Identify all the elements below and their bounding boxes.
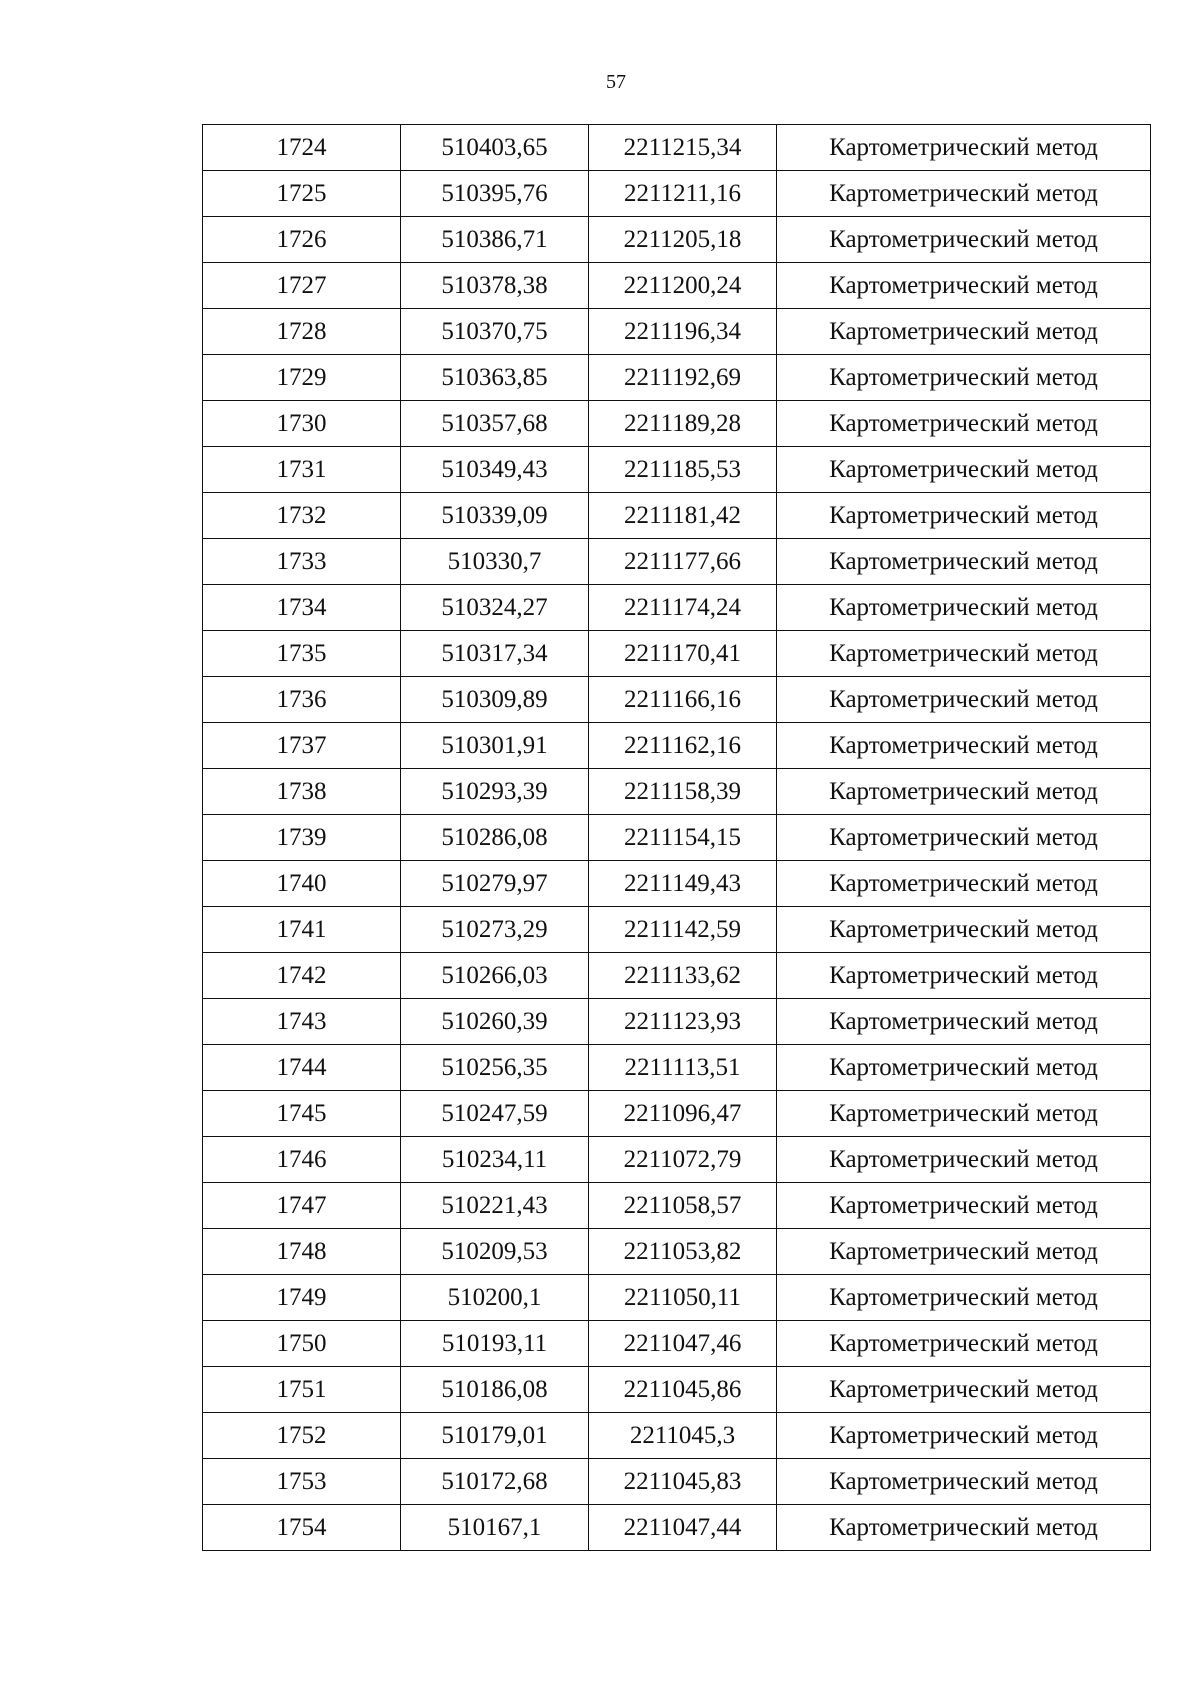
point-number-cell: 1754 — [203, 1505, 401, 1551]
table-row — [203, 1367, 1151, 1413]
y-coordinate-cell: 2211205,18 — [589, 217, 777, 263]
point-number-cell: 1750 — [203, 1321, 401, 1367]
method-cell: Картометрический метод — [777, 309, 1151, 355]
method-cell: Картометрический метод — [777, 907, 1151, 953]
point-number-cell: 1753 — [203, 1459, 401, 1505]
y-coordinate-cell: 2211113,51 — [589, 1045, 777, 1091]
method-cell: Картометрический метод — [777, 217, 1151, 263]
y-coordinate-cell: 2211123,93 — [589, 999, 777, 1045]
x-coordinate-cell: 510209,53 — [401, 1229, 589, 1275]
table-row — [203, 999, 1151, 1045]
table-row — [203, 171, 1151, 217]
x-coordinate-cell: 510256,35 — [401, 1045, 589, 1091]
y-coordinate-cell: 2211181,42 — [589, 493, 777, 539]
point-number-cell: 1746 — [203, 1137, 401, 1183]
method-cell: Картометрический метод — [777, 447, 1151, 493]
point-number-cell: 1737 — [203, 723, 401, 769]
x-coordinate-cell: 510301,91 — [401, 723, 589, 769]
x-coordinate-cell: 510234,11 — [401, 1137, 589, 1183]
table-row — [203, 1459, 1151, 1505]
table-row — [203, 1091, 1151, 1137]
point-number-cell: 1751 — [203, 1367, 401, 1413]
x-coordinate-cell: 510378,38 — [401, 263, 589, 309]
method-cell: Картометрический метод — [777, 493, 1151, 539]
table-row — [203, 723, 1151, 769]
table-row — [203, 585, 1151, 631]
method-cell: Картометрический метод — [777, 1413, 1151, 1459]
point-number-cell: 1739 — [203, 815, 401, 861]
x-coordinate-cell: 510386,71 — [401, 217, 589, 263]
y-coordinate-cell: 2211215,34 — [589, 125, 777, 171]
method-cell: Картометрический метод — [777, 631, 1151, 677]
point-number-cell: 1744 — [203, 1045, 401, 1091]
method-cell: Картометрический метод — [777, 1321, 1151, 1367]
point-number-cell: 1743 — [203, 999, 401, 1045]
point-number-cell: 1732 — [203, 493, 401, 539]
method-cell: Картометрический метод — [777, 539, 1151, 585]
method-cell: Картометрический метод — [777, 1137, 1151, 1183]
table-row — [203, 1413, 1151, 1459]
y-coordinate-cell: 2211192,69 — [589, 355, 777, 401]
method-cell: Картометрический метод — [777, 815, 1151, 861]
table-row — [203, 631, 1151, 677]
y-coordinate-cell: 2211096,47 — [589, 1091, 777, 1137]
point-number-cell: 1727 — [203, 263, 401, 309]
method-cell: Картометрический метод — [777, 1367, 1151, 1413]
x-coordinate-cell: 510370,75 — [401, 309, 589, 355]
method-cell: Картометрический метод — [777, 125, 1151, 171]
table-row — [203, 263, 1151, 309]
method-cell: Картометрический метод — [777, 1505, 1151, 1551]
method-cell: Картометрический метод — [777, 1091, 1151, 1137]
x-coordinate-cell: 510403,65 — [401, 125, 589, 171]
table-row — [203, 1137, 1151, 1183]
table-row — [203, 1183, 1151, 1229]
x-coordinate-cell: 510363,85 — [401, 355, 589, 401]
point-number-cell: 1735 — [203, 631, 401, 677]
y-coordinate-cell: 2211189,28 — [589, 401, 777, 447]
point-number-cell: 1741 — [203, 907, 401, 953]
y-coordinate-cell: 2211166,16 — [589, 677, 777, 723]
table-row — [203, 907, 1151, 953]
table-row — [203, 1321, 1151, 1367]
method-cell: Картометрический метод — [777, 999, 1151, 1045]
point-number-cell: 1726 — [203, 217, 401, 263]
y-coordinate-cell: 2211158,39 — [589, 769, 777, 815]
point-number-cell: 1734 — [203, 585, 401, 631]
point-number-cell: 1733 — [203, 539, 401, 585]
y-coordinate-cell: 2211174,24 — [589, 585, 777, 631]
x-coordinate-cell: 510273,29 — [401, 907, 589, 953]
method-cell: Картометрический метод — [777, 1229, 1151, 1275]
y-coordinate-cell: 2211072,79 — [589, 1137, 777, 1183]
y-coordinate-cell: 2211154,15 — [589, 815, 777, 861]
y-coordinate-cell: 2211133,62 — [589, 953, 777, 999]
x-coordinate-cell: 510349,43 — [401, 447, 589, 493]
coordinates-table — [202, 124, 1151, 1551]
x-coordinate-cell: 510172,68 — [401, 1459, 589, 1505]
x-coordinate-cell: 510395,76 — [401, 171, 589, 217]
y-coordinate-cell: 2211200,24 — [589, 263, 777, 309]
y-coordinate-cell: 2211050,11 — [589, 1275, 777, 1321]
method-cell: Картометрический метод — [777, 1459, 1151, 1505]
table-row — [203, 401, 1151, 447]
method-cell: Картометрический метод — [777, 677, 1151, 723]
x-coordinate-cell: 510339,09 — [401, 493, 589, 539]
x-coordinate-cell: 510266,03 — [401, 953, 589, 999]
x-coordinate-cell: 510186,08 — [401, 1367, 589, 1413]
x-coordinate-cell: 510357,68 — [401, 401, 589, 447]
method-cell: Картометрический метод — [777, 585, 1151, 631]
method-cell: Картометрический метод — [777, 1045, 1151, 1091]
point-number-cell: 1747 — [203, 1183, 401, 1229]
x-coordinate-cell: 510309,89 — [401, 677, 589, 723]
y-coordinate-cell: 2211170,41 — [589, 631, 777, 677]
page-number: 57 — [606, 71, 626, 93]
method-cell: Картометрический метод — [777, 1183, 1151, 1229]
y-coordinate-cell: 2211047,46 — [589, 1321, 777, 1367]
table-row — [203, 309, 1151, 355]
table-row — [203, 539, 1151, 585]
table-row — [203, 217, 1151, 263]
method-cell: Картометрический метод — [777, 1275, 1151, 1321]
table-row — [203, 493, 1151, 539]
table-row — [203, 355, 1151, 401]
table-row — [203, 953, 1151, 999]
table-row — [203, 861, 1151, 907]
y-coordinate-cell: 2211058,57 — [589, 1183, 777, 1229]
x-coordinate-cell: 510167,1 — [401, 1505, 589, 1551]
y-coordinate-cell: 2211142,59 — [589, 907, 777, 953]
y-coordinate-cell: 2211162,16 — [589, 723, 777, 769]
x-coordinate-cell: 510247,59 — [401, 1091, 589, 1137]
y-coordinate-cell: 2211185,53 — [589, 447, 777, 493]
method-cell: Картометрический метод — [777, 769, 1151, 815]
y-coordinate-cell: 2211045,86 — [589, 1367, 777, 1413]
table-row — [203, 677, 1151, 723]
point-number-cell: 1738 — [203, 769, 401, 815]
method-cell: Картометрический метод — [777, 861, 1151, 907]
coordinates-table-body — [203, 125, 1151, 1551]
point-number-cell: 1749 — [203, 1275, 401, 1321]
point-number-cell: 1740 — [203, 861, 401, 907]
table-row — [203, 1505, 1151, 1551]
table-row — [203, 125, 1151, 171]
x-coordinate-cell: 510286,08 — [401, 815, 589, 861]
point-number-cell: 1728 — [203, 309, 401, 355]
table-row — [203, 769, 1151, 815]
point-number-cell: 1748 — [203, 1229, 401, 1275]
y-coordinate-cell: 2211047,44 — [589, 1505, 777, 1551]
point-number-cell: 1724 — [203, 125, 401, 171]
point-number-cell: 1725 — [203, 171, 401, 217]
x-coordinate-cell: 510317,34 — [401, 631, 589, 677]
x-coordinate-cell: 510279,97 — [401, 861, 589, 907]
point-number-cell: 1731 — [203, 447, 401, 493]
x-coordinate-cell: 510221,43 — [401, 1183, 589, 1229]
method-cell: Картометрический метод — [777, 263, 1151, 309]
table-row — [203, 1275, 1151, 1321]
table-row — [203, 815, 1151, 861]
method-cell: Картометрический метод — [777, 723, 1151, 769]
y-coordinate-cell: 2211211,16 — [589, 171, 777, 217]
point-number-cell: 1729 — [203, 355, 401, 401]
method-cell: Картометрический метод — [777, 355, 1151, 401]
method-cell: Картометрический метод — [777, 953, 1151, 999]
table-row — [203, 447, 1151, 493]
point-number-cell: 1742 — [203, 953, 401, 999]
point-number-cell: 1752 — [203, 1413, 401, 1459]
x-coordinate-cell: 510179,01 — [401, 1413, 589, 1459]
x-coordinate-cell: 510293,39 — [401, 769, 589, 815]
y-coordinate-cell: 2211196,34 — [589, 309, 777, 355]
table-row — [203, 1229, 1151, 1275]
y-coordinate-cell: 2211045,3 — [589, 1413, 777, 1459]
y-coordinate-cell: 2211149,43 — [589, 861, 777, 907]
x-coordinate-cell: 510330,7 — [401, 539, 589, 585]
x-coordinate-cell: 510324,27 — [401, 585, 589, 631]
y-coordinate-cell: 2211045,83 — [589, 1459, 777, 1505]
x-coordinate-cell: 510200,1 — [401, 1275, 589, 1321]
point-number-cell: 1736 — [203, 677, 401, 723]
method-cell: Картометрический метод — [777, 171, 1151, 217]
x-coordinate-cell: 510193,11 — [401, 1321, 589, 1367]
y-coordinate-cell: 2211177,66 — [589, 539, 777, 585]
y-coordinate-cell: 2211053,82 — [589, 1229, 777, 1275]
table-row — [203, 1045, 1151, 1091]
method-cell: Картометрический метод — [777, 401, 1151, 447]
point-number-cell: 1745 — [203, 1091, 401, 1137]
point-number-cell: 1730 — [203, 401, 401, 447]
x-coordinate-cell: 510260,39 — [401, 999, 589, 1045]
